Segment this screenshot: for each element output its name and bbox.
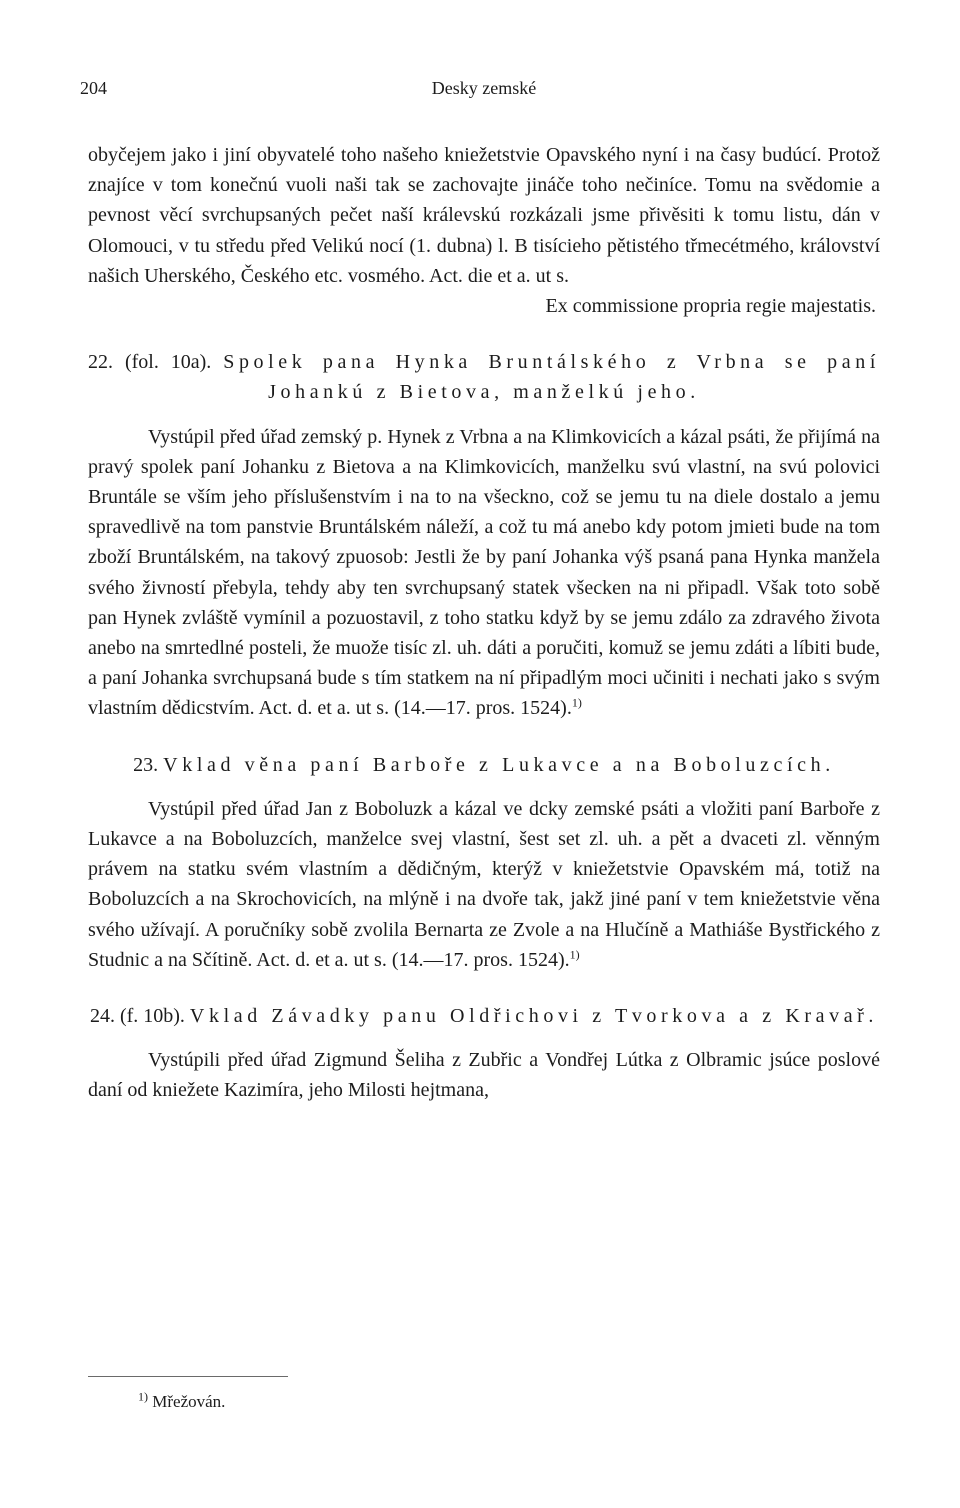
entry-body-text: Vystúpili před úřad Zigmund Šeliha z Zubřic a Vondřej Lútka z Olbramic jsúce poslové daní od kniežete Kazimíra, jeho Milosti hejtmana, bbox=[88, 1049, 880, 1102]
page-header bbox=[80, 78, 880, 106]
entry-24 bbox=[88, 1001, 880, 1106]
entry-heading bbox=[88, 750, 880, 780]
entry-number: 24. bbox=[89, 1005, 115, 1028]
page-number: 204 bbox=[80, 78, 107, 98]
entry-title: Vklad věna paní Barboře z Lukavce a na Boboluzcích. bbox=[163, 753, 835, 776]
entry-heading bbox=[88, 347, 880, 407]
running-head: Desky zemské bbox=[431, 78, 537, 98]
entry-heading bbox=[88, 1001, 880, 1031]
continuation-paragraph: obyčejem jako i jiní obyvatelé toho našeho kniežetstvie Opavského nyní i na časy budúcí. Protož znajíce v tom konečnú vuoli naši tak se zachovajte jináče toho nečiníce. Tomu na svědomie a pevnost věcí svrchupsaných pečet naší králevskú rozkázali jsme přivěsiti k tomu listu, dán v Olomouci, v tu středu před Velikú nocí (1. dubna) l. B tisícieho pětistého třmecétmého, království našich Uherského, Českého etc. vosmého. Act. die et a. ut s. bbox=[88, 144, 880, 287]
entry-title: Spolek pana Hynka Bruntálského z Vrbna se paní Johankú z Bietova, manželkú jeho. bbox=[223, 351, 880, 404]
entry-23 bbox=[88, 750, 880, 975]
footnote-reference: 1) bbox=[569, 947, 580, 962]
signature-line: Ex commissione propria regie majestatis. bbox=[545, 295, 876, 318]
body-text bbox=[88, 140, 880, 1106]
entry-number: 23. bbox=[133, 753, 159, 776]
footnote bbox=[138, 1389, 226, 1412]
entry-body-text: Vystúpil před úřad zemský p. Hynek z Vrbna a na Klimkovicích a kázal psáti, že přijímá na pravý spolek paní Johanku z Bietova a na Klimkovicích, manželku svú vlastní, na svú polovici Bruntále se vším jeho příslušenstvím i na to na všecknо, což se jemu tu na diele dostalo a jemu spravedlivě na tom panstvie Bruntálském náleží, a což tu má anebo kdy potom jmieti bude na tom zboží Bruntálském, na takový zpuosob: Jestli že by paní Johanka výš psaná pana Hynka manžela svého živností přebyla, tehdy aby ten svrchupsaný statek všecken na ni připadl. Však toto sobě pan Hynek zvláště vymínil a pozuostavil, z toho statku když by se jemu zdálo za zdravého života anebo na smrtedlné posteli, že muože tisíc zl. uh. dáti a poručiti, komuž se jemu zdáti a líbiti bude, a paní Johanka svrchupsaná bude s tím statkem na ní připadlým moci učiniti i nechati jako s svým vlastním dědicstvím. Act. d. et a. ut s. (14.—17. pros. 1524). bbox=[88, 425, 880, 720]
entry-body bbox=[88, 422, 880, 724]
entry-body-text: Vystúpil před úřad Jan z Boboluzk a kázal ve dcky zemské psáti a vložiti paní Barboře z Lukavce a na Boboluzcích, manželce svej vlastní, šest set zl. uh. a pět a dvaceti zl. věnným právem na statku svém vlastním a dědičným, kterýž v kniežetstvie Opavském má, totiž na Boboluzcích a na Skrochovicích, na mlýně i na dvoře tak, jakž jiné paní v tem kniežetstvie věna svého užívají. A poručníky sobě zvolila Bernarta ze Zvole a na Hlučíně a Mathiáše Bystřického z Studnic a na Sčítině. Act. d. et a. ut s. (14.—17. pros. 1524). bbox=[88, 797, 880, 971]
document-page bbox=[80, 0, 880, 1508]
entry-number: 22. bbox=[88, 351, 113, 374]
entry-title: Vklad Závadky panu Oldřichovi z Tvorkova a z Kravař. bbox=[189, 1005, 879, 1028]
entry-folio: (fol. 10a). bbox=[124, 351, 212, 374]
entry-22 bbox=[88, 347, 880, 723]
entry-folio: (f. 10b). bbox=[119, 1005, 185, 1028]
entry-body bbox=[88, 794, 880, 975]
entry-body bbox=[88, 1045, 880, 1105]
footnote-mark: 1) bbox=[138, 1389, 148, 1404]
footnote-divider bbox=[88, 1376, 288, 1377]
footnote-reference: 1) bbox=[571, 695, 582, 710]
footnote-text: Mřežován. bbox=[152, 1392, 226, 1411]
